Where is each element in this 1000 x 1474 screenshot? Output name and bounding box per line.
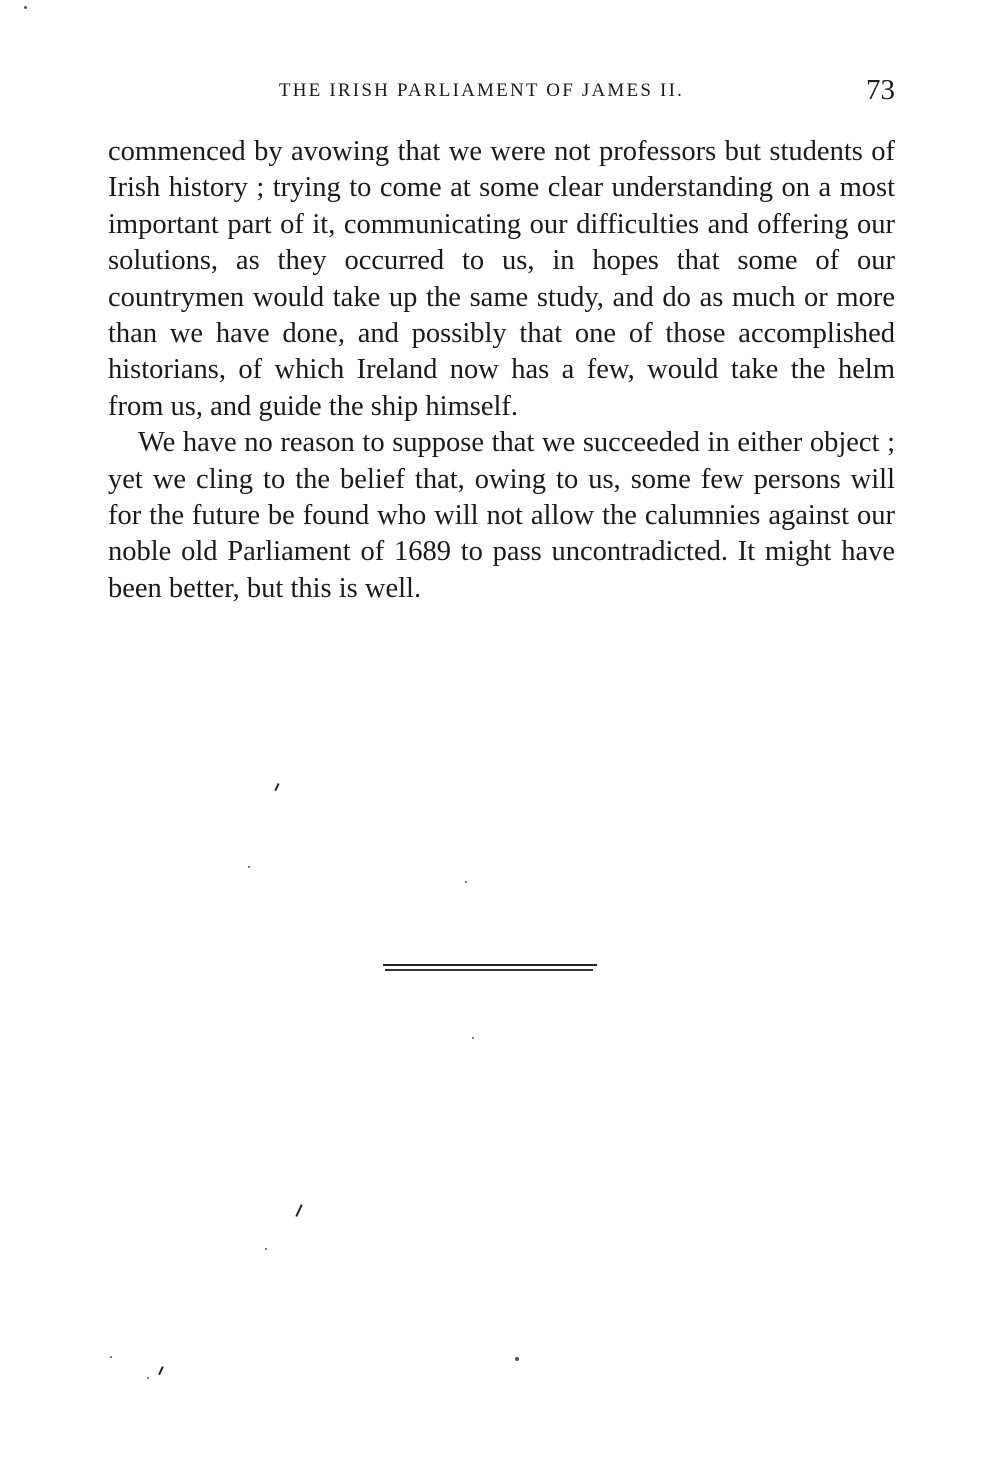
scan-speck bbox=[472, 1037, 474, 1039]
page-number: 73 bbox=[866, 74, 895, 106]
running-head bbox=[108, 74, 895, 114]
scan-speck bbox=[465, 881, 467, 883]
scan-speck bbox=[24, 6, 27, 9]
paragraph-2: We have no reason to suppose that we succeeded in either object ; yet we cling to the belief that, owing to us, some few persons will for the future be found who will not allow the calumnies against our noble old Parliament of 1689 to pass uncontradicted. It might have been better, but this is well. bbox=[108, 427, 895, 604]
rule-line-bottom bbox=[385, 969, 593, 971]
scan-speck bbox=[147, 1377, 149, 1379]
rule-line-top bbox=[383, 964, 597, 966]
scan-mark bbox=[274, 783, 279, 791]
scan-mark bbox=[158, 1366, 163, 1375]
scan-speck bbox=[110, 1356, 112, 1358]
scan-speck bbox=[265, 1248, 267, 1250]
paragraph-1: commenced by avowing that we were not professors but students of Irish history ; trying to come at some clear understanding on a most important part of it, communicating our difficulties and offering our solutions, as they occurred to us, in hopes that some of our countrymen would take up the same study, and do as much or more than we have done, and possibly that one of those accomplished historians, of which Ireland now has a few, would take the helm from us, and guide the ship himself. bbox=[108, 136, 895, 422]
scan-speck bbox=[515, 1357, 519, 1361]
scan-speck bbox=[248, 866, 250, 868]
running-title: THE IRISH PARLIAMENT OF JAMES II. bbox=[278, 80, 685, 101]
scan-mark bbox=[295, 1204, 302, 1216]
body-text bbox=[108, 134, 895, 607]
section-end-rule bbox=[383, 964, 597, 972]
